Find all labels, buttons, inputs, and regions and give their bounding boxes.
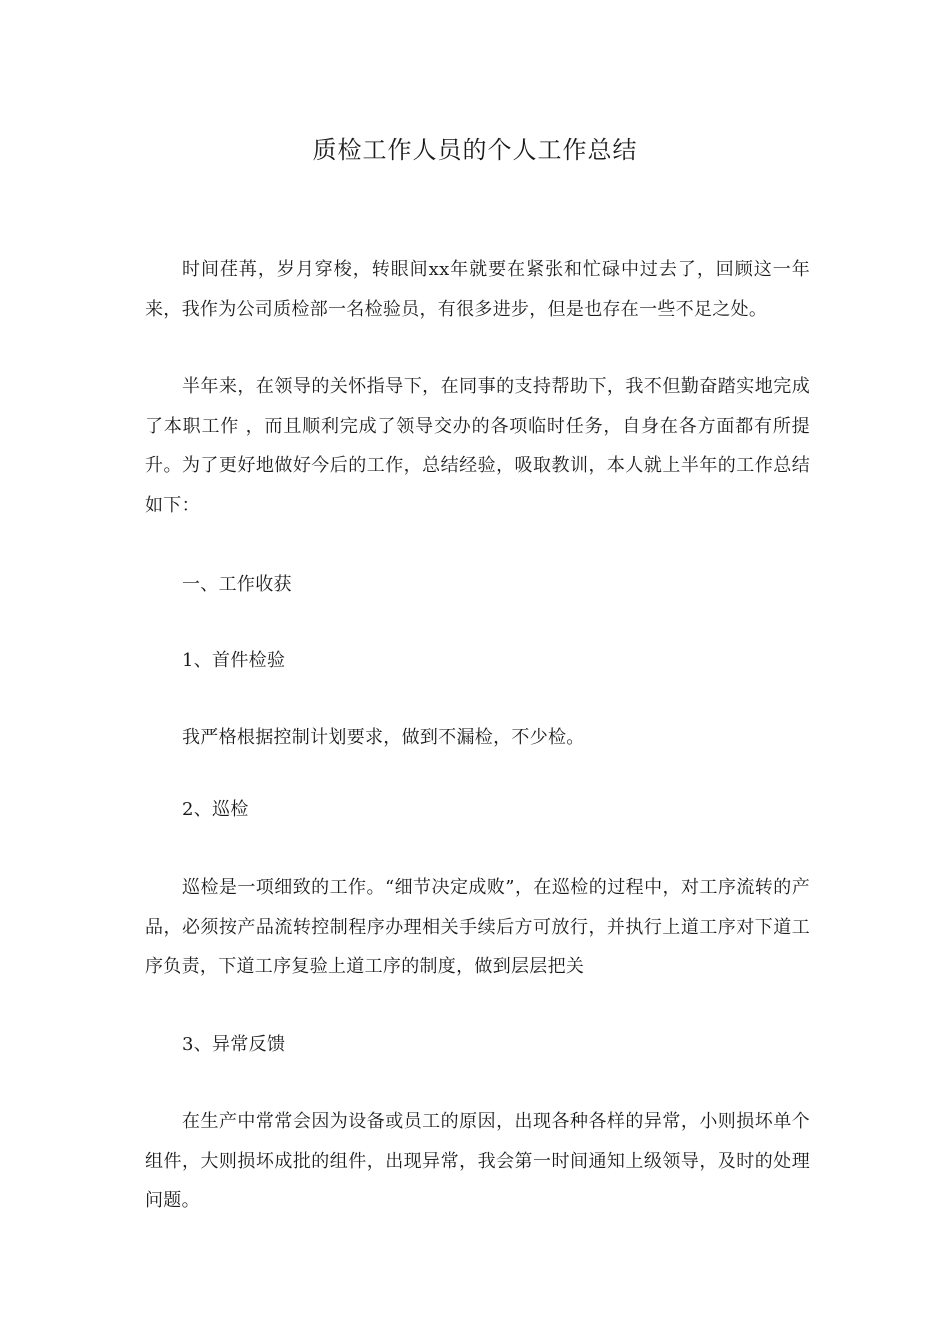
overview-paragraph: 半年来，在领导的关怀指导下，在同事的支持帮助下，我不但勤奋踏实地完成了本职工作 ，而且顺利完成了领导交办的各项临时任务，自身在各方面都有所提升。为了更好地做好今后的工作，总结经验，吸取教训，本人就上半年的工作总结如下：	[145, 376, 810, 516]
first-article-paragraph: 我严格根据控制计划要求，做到不漏检，不少检。	[182, 727, 585, 748]
intro-paragraph: 时间荏苒，岁月穿梭，转眼间xx年就要在紧张和忙碌中过去了，回顾这一年来，我作为公司质检部一名检验员，有很多进步，但是也存在一些不足之处。	[145, 259, 810, 320]
patrol-inspection-paragraph: 巡检是一项细致的工作。“细节决定成败”，在巡检的过程中，对工序流转的产品，必须按产品流转控制程序办理相关手续后方可放行，并执行上道工序对下道工序负责，下道工序复验上道工序的制度，做到层层把关	[145, 877, 810, 977]
section-heading-work-gains: 一、工作收获	[182, 574, 292, 595]
subheading-first-article-inspection: 1、首件检验	[182, 650, 286, 671]
document-title: 质检工作人员的个人工作总结	[312, 136, 638, 164]
subheading-patrol-inspection: 2、巡检	[182, 799, 249, 820]
subheading-exception-feedback: 3、异常反馈	[182, 1034, 286, 1055]
exception-feedback-paragraph: 在生产中常常会因为设备或员工的原因，出现各种各样的异常，小则损坏单个组件，大则损坏成批的组件，出现异常，我会第一时间通知上级领导，及时的处理问题。	[145, 1111, 810, 1211]
